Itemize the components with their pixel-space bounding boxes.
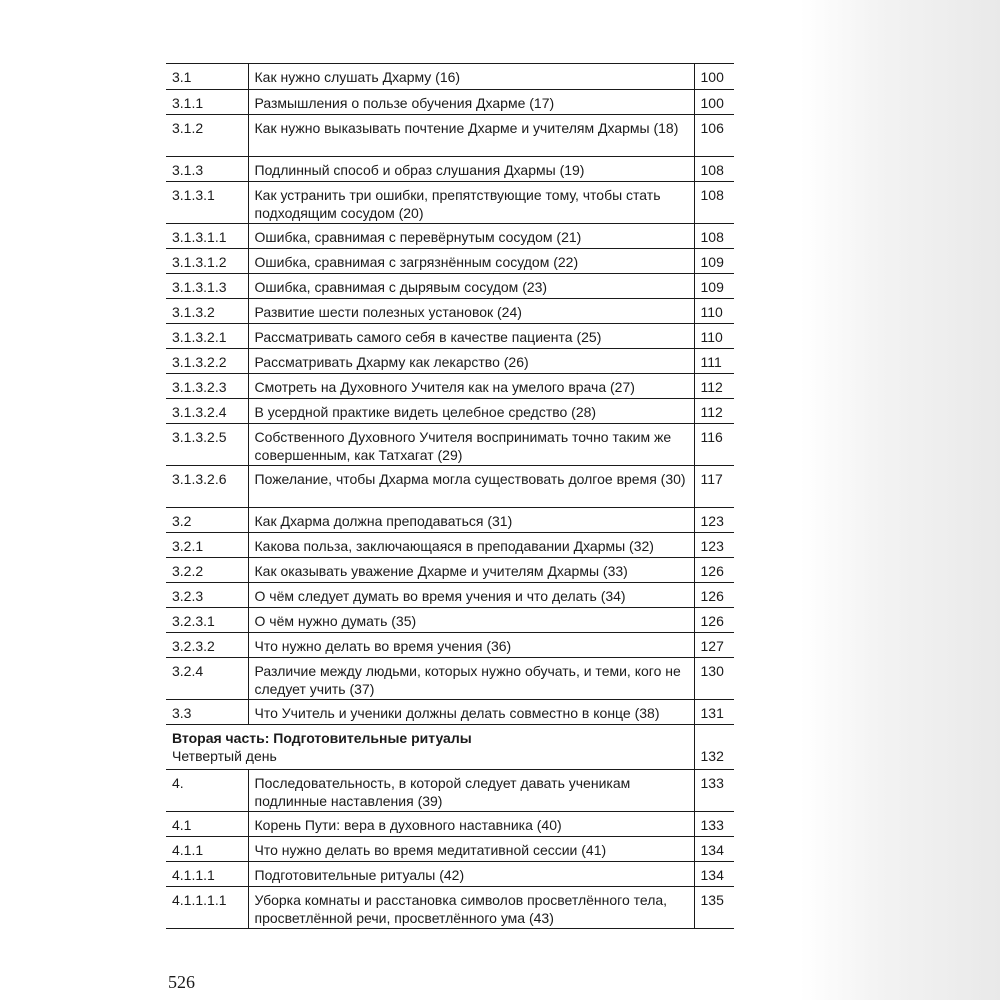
entry-title: Как устранить три ошибки, препятствующие тому, чтобы стать подходящим сосудом (20): [248, 182, 694, 224]
toc-row: [166, 887, 734, 929]
entry-title: Как оказывать уважение Дхарме и учителям Дхармы (33): [248, 558, 694, 583]
entry-page: 134: [694, 837, 734, 862]
entry-title: Что нужно делать во время учения (36): [248, 633, 694, 658]
entry-number: 4.: [166, 770, 248, 812]
page-number: 526: [168, 972, 195, 992]
entry-page: 126: [694, 583, 734, 608]
toc-row: [166, 466, 734, 508]
entry-title: Смотреть на Духовного Учителя как на умелого врача (27): [248, 374, 694, 399]
entry-number: 3.2.4: [166, 658, 248, 700]
entry-page: 109: [694, 274, 734, 299]
section-row: [166, 725, 734, 770]
entry-page: 100: [694, 64, 734, 90]
toc-row: [166, 274, 734, 299]
entry-number: 3.1.3.2.5: [166, 424, 248, 466]
entry-title: Различие между людьми, которых нужно обучать, и теми, кого не следует учить (37): [248, 658, 694, 700]
entry-title: Размышления о пользе обучения Дхарме (17): [248, 90, 694, 115]
toc-row: [166, 64, 734, 90]
section-subheading: Четвертый день: [172, 748, 277, 764]
entry-title: Что Учитель и ученики должны делать совместно в конце (38): [248, 700, 694, 725]
entry-number: 3.1: [166, 64, 248, 90]
toc-row: [166, 299, 734, 324]
table-of-contents: [166, 63, 734, 929]
entry-page: 116: [694, 424, 734, 466]
entry-page: 108: [694, 224, 734, 249]
toc-row: [166, 812, 734, 837]
entry-number: 3.1.3.2.2: [166, 349, 248, 374]
entry-title: О чём следует думать во время учения и что делать (34): [248, 583, 694, 608]
toc-row: [166, 115, 734, 157]
entry-number: 4.1: [166, 812, 248, 837]
toc-row: [166, 90, 734, 115]
entry-page: 126: [694, 558, 734, 583]
toc-row: [166, 374, 734, 399]
toc-section-part2: [166, 725, 734, 770]
entry-title: Рассматривать Дхарму как лекарство (26): [248, 349, 694, 374]
entry-title: Ошибка, сравнимая с загрязнённым сосудом (22): [248, 249, 694, 274]
section-page-number: 132: [700, 748, 724, 764]
section-cell: [166, 725, 694, 770]
entry-page: 117: [694, 466, 734, 508]
entry-title: Ошибка, сравнимая с дырявым сосудом (23): [248, 274, 694, 299]
entry-title: Уборка комнаты и расстановка символов просветлённого тела, просветлённой речи, просветлённого ума (43): [248, 887, 694, 929]
entry-title: О чём нужно думать (35): [248, 608, 694, 633]
entry-number: 3.1.3.2.3: [166, 374, 248, 399]
toc-row: [166, 182, 734, 224]
entry-number: 3.2.3.2: [166, 633, 248, 658]
entry-number: 3.2.3.1: [166, 608, 248, 633]
entry-page: 112: [694, 399, 734, 424]
entry-title: Пожелание, чтобы Дхарма могла существовать долгое время (30): [248, 466, 694, 508]
entry-title: Подготовительные ритуалы (42): [248, 862, 694, 887]
entry-number: 3.1.2: [166, 115, 248, 157]
entry-number: 4.1.1.1: [166, 862, 248, 887]
entry-number: 3.1.1: [166, 90, 248, 115]
toc-row: [166, 700, 734, 725]
entry-number: 3.2.2: [166, 558, 248, 583]
entry-number: 4.1.1: [166, 837, 248, 862]
entry-page: 135: [694, 887, 734, 929]
section-heading: Вторая часть: Подготовительные ритуалы: [172, 730, 472, 746]
entry-number: 3.1.3.2.1: [166, 324, 248, 349]
toc-row: [166, 608, 734, 633]
entry-title: Собственного Духовного Учителя воспринимать точно таким же совершенным, как Татхагат (29): [248, 424, 694, 466]
entry-page: 127: [694, 633, 734, 658]
toc-row: [166, 658, 734, 700]
entry-page: 110: [694, 324, 734, 349]
entry-number: 3.2: [166, 508, 248, 533]
entry-page: 133: [694, 812, 734, 837]
entry-page: 110: [694, 299, 734, 324]
toc-row: [166, 770, 734, 812]
entry-number: 3.1.3.2: [166, 299, 248, 324]
entry-page: 123: [694, 508, 734, 533]
entry-number: 3.1.3.1.3: [166, 274, 248, 299]
toc-row: [166, 349, 734, 374]
toc-row: [166, 633, 734, 658]
entry-title: Последовательность, в которой следует давать ученикам подлинные наставления (39): [248, 770, 694, 812]
toc-row: [166, 862, 734, 887]
toc-row: [166, 508, 734, 533]
entry-title: Как нужно выказывать почтение Дхарме и учителям Дхармы (18): [248, 115, 694, 157]
toc-row: [166, 533, 734, 558]
entry-number: 4.1.1.1.1: [166, 887, 248, 929]
entry-title: Корень Пути: вера в духовного наставника (40): [248, 812, 694, 837]
toc-row: [166, 583, 734, 608]
toc-rows-part2: [166, 770, 734, 929]
entry-number: 3.1.3.2.6: [166, 466, 248, 508]
entry-number: 3.1.3: [166, 157, 248, 182]
entry-title: Как Дхарма должна преподаваться (31): [248, 508, 694, 533]
entry-page: 108: [694, 157, 734, 182]
toc-rows-part1: [166, 64, 734, 725]
entry-page: 106: [694, 115, 734, 157]
entry-number: 3.1.3.1.2: [166, 249, 248, 274]
entry-page: 131: [694, 700, 734, 725]
entry-number: 3.1.3.2.4: [166, 399, 248, 424]
toc-row: [166, 324, 734, 349]
entry-title: Подлинный способ и образ слушания Дхармы (19): [248, 157, 694, 182]
toc-row: [166, 224, 734, 249]
entry-title: Рассматривать самого себя в качестве пациента (25): [248, 324, 694, 349]
toc-row: [166, 399, 734, 424]
toc-row: [166, 424, 734, 466]
entry-number: 3.3: [166, 700, 248, 725]
entry-title: Ошибка, сравнимая с перевёрнутым сосудом (21): [248, 224, 694, 249]
entry-title: Какова польза, заключающаяся в преподавании Дхармы (32): [248, 533, 694, 558]
entry-page: 123: [694, 533, 734, 558]
entry-page: 126: [694, 608, 734, 633]
toc-row: [166, 157, 734, 182]
toc-row: [166, 249, 734, 274]
entry-number: 3.1.3.1.1: [166, 224, 248, 249]
entry-title: Как нужно слушать Дхарму (16): [248, 64, 694, 90]
entry-page: 130: [694, 658, 734, 700]
toc-row: [166, 837, 734, 862]
entry-page: 111: [694, 349, 734, 374]
entry-number: 3.2.1: [166, 533, 248, 558]
entry-title: Развитие шести полезных установок (24): [248, 299, 694, 324]
toc-row: [166, 558, 734, 583]
entry-title: В усердной практике видеть целебное средство (28): [248, 399, 694, 424]
entry-page: 108: [694, 182, 734, 224]
entry-page: 134: [694, 862, 734, 887]
entry-page: 112: [694, 374, 734, 399]
entry-page: 109: [694, 249, 734, 274]
entry-number: 3.2.3: [166, 583, 248, 608]
entry-page: 133: [694, 770, 734, 812]
section-page: [694, 725, 734, 770]
entry-page: 100: [694, 90, 734, 115]
entry-number: 3.1.3.1: [166, 182, 248, 224]
entry-title: Что нужно делать во время медитативной сессии (41): [248, 837, 694, 862]
